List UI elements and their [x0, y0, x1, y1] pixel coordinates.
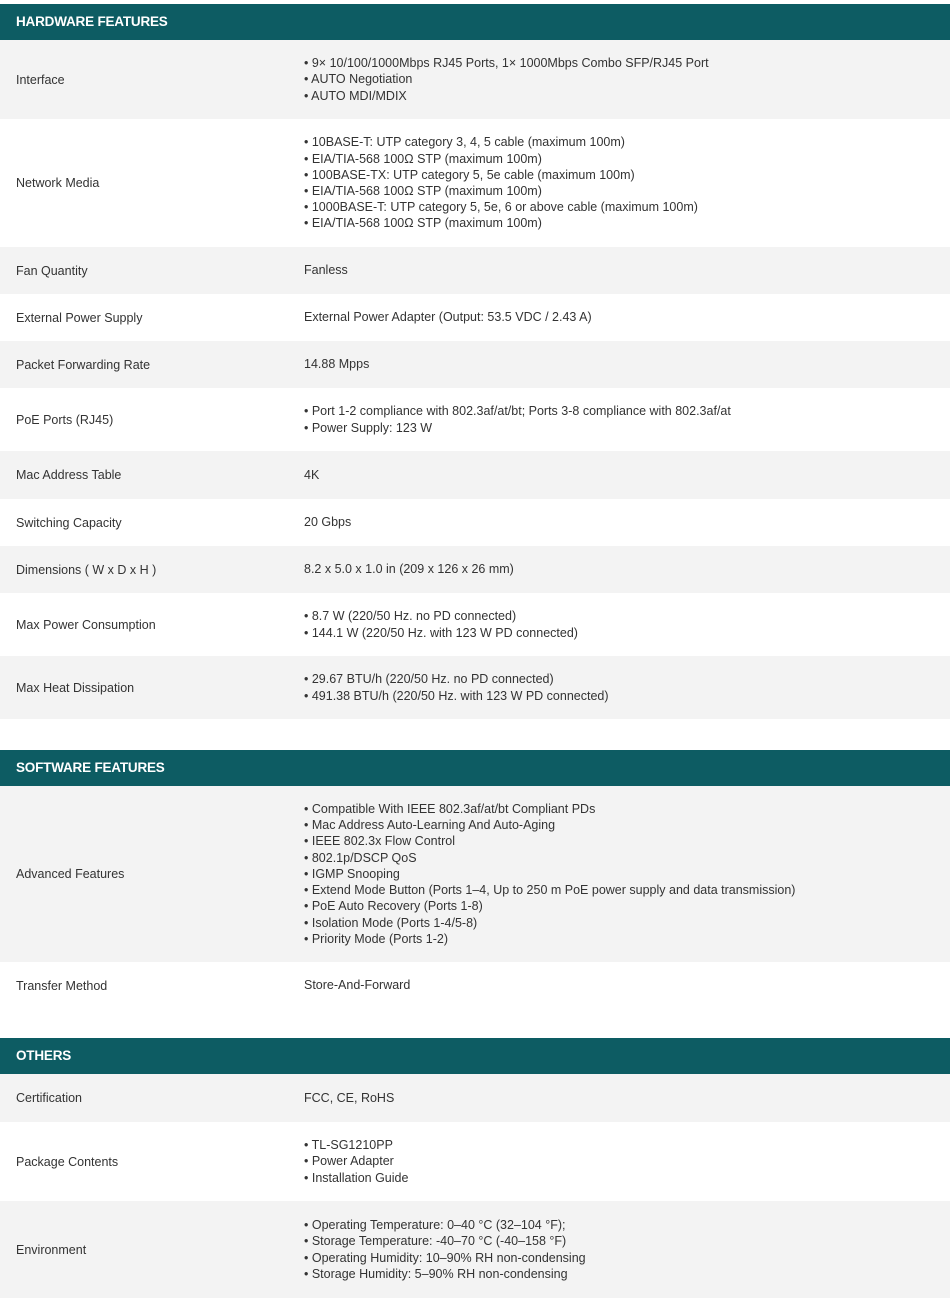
value-line: Store-And-Forward: [304, 978, 411, 993]
value-line: • TL-SG1210PP: [304, 1138, 393, 1153]
value-line: • Port 1-2 compliance with 802.3af/at/bt; Ports 3-8 compliance with 802.3af/at: [304, 404, 731, 419]
value-line: • IGMP Snooping: [304, 866, 400, 881]
spec-label: Network Media: [0, 119, 288, 247]
spec-label: Interface: [0, 40, 288, 119]
value-line: • 1000BASE-T: UTP category 5, 5e, 6 or above cable (maximum 100m): [304, 200, 698, 215]
value-line: • 144.1 W (220/50 Hz. with 123 W PD connected): [304, 625, 578, 640]
spec-row-max-power-consumption: [0, 593, 950, 656]
spec-label: Dimensions ( W x D x H ): [0, 546, 288, 593]
value-line: • Isolation Mode (Ports 1-4/5-8): [304, 915, 478, 930]
spec-row-switching-capacity: [0, 499, 950, 546]
spec-row-environment: [0, 1201, 950, 1298]
spec-value: [288, 962, 950, 1009]
spec-row-packet-forwarding-rate: [0, 341, 950, 388]
value-line: • Priority Mode (Ports 1-2): [304, 931, 448, 946]
spec-label: Certification: [0, 1074, 288, 1122]
spec-value: [288, 499, 950, 546]
value-line: 8.2 x 5.0 x 1.0 in (209 x 126 x 26 mm): [304, 562, 514, 577]
value-line: • EIA/TIA-568 100Ω STP (maximum 100m): [304, 151, 542, 166]
spec-label: Max Power Consumption: [0, 593, 288, 656]
spec-row-external-power-supply: [0, 294, 950, 341]
spec-value: [288, 786, 950, 962]
spec-label: External Power Supply: [0, 294, 288, 341]
spec-value: [288, 119, 950, 247]
value-line: • 29.67 BTU/h (220/50 Hz. no PD connected): [304, 672, 554, 687]
spec-row-advanced-features: [0, 786, 950, 962]
spec-label: Mac Address Table: [0, 451, 288, 499]
spec-label: Advanced Features: [0, 786, 288, 962]
spec-value: [288, 40, 950, 119]
value-line: • Installation Guide: [304, 1170, 409, 1185]
value-line: • Compatible With IEEE 802.3af/at/bt Compliant PDs: [304, 802, 596, 817]
spec-row-certification: [0, 1074, 950, 1122]
spec-value: [288, 294, 950, 341]
value-line: • Operating Humidity: 10–90% RH non-condensing: [304, 1250, 586, 1265]
value-line: • EIA/TIA-568 100Ω STP (maximum 100m): [304, 216, 542, 231]
spec-label: Packet Forwarding Rate: [0, 341, 288, 388]
value-line: • 9× 10/100/1000Mbps RJ45 Ports, 1× 1000Mbps Combo SFP/RJ45 Port: [304, 56, 709, 71]
spec-value: [288, 1122, 950, 1201]
others-section: [0, 1038, 950, 1298]
spec-label: Environment: [0, 1201, 288, 1298]
value-line: • 491.38 BTU/h (220/50 Hz. with 123 W PD connected): [304, 688, 609, 703]
value-line: • 100BASE-TX: UTP category 5, 5e cable (maximum 100m): [304, 167, 635, 182]
spec-value: [288, 593, 950, 656]
value-line: 20 Gbps: [304, 515, 352, 530]
value-line: • IEEE 802.3x Flow Control: [304, 834, 455, 849]
spec-row-dimensions: [0, 546, 950, 593]
hardware-features-section: [0, 4, 950, 719]
spec-value: [288, 546, 950, 593]
spec-label: Switching Capacity: [0, 499, 288, 546]
value-line: • Power Adapter: [304, 1154, 394, 1169]
spec-value: [288, 451, 950, 499]
value-line: • Storage Temperature: -40–70 °C (-40–158 °F): [304, 1234, 567, 1249]
spec-value: [288, 1074, 950, 1122]
spec-value: [288, 247, 950, 294]
section-title: SOFTWARE FEATURES: [0, 750, 950, 786]
value-line: • Storage Humidity: 5–90% RH non-condensing: [304, 1266, 568, 1281]
value-line: FCC, CE, RoHS: [304, 1090, 395, 1105]
value-line: • Mac Address Auto-Learning And Auto-Aging: [304, 818, 556, 833]
spec-row-interface: [0, 40, 950, 119]
value-line: 14.88 Mpps: [304, 357, 370, 372]
value-line: • Power Supply: 123 W: [304, 420, 433, 435]
value-line: Fanless: [304, 263, 348, 278]
spec-row-poe-ports: [0, 388, 950, 451]
value-line: • PoE Auto Recovery (Ports 1-8): [304, 899, 483, 914]
value-line: • 10BASE-T: UTP category 3, 4, 5 cable (maximum 100m): [304, 135, 625, 150]
spec-row-mac-address-table: [0, 451, 950, 499]
value-line: External Power Adapter (Output: 53.5 VDC / 2.43 A): [304, 310, 592, 325]
spec-row-fan-quantity: [0, 247, 950, 294]
spec-label: PoE Ports (RJ45): [0, 388, 288, 451]
spec-row-network-media: [0, 119, 950, 247]
spec-label: Fan Quantity: [0, 247, 288, 294]
spec-label: Package Contents: [0, 1122, 288, 1201]
spec-row-package-contents: [0, 1122, 950, 1201]
spec-value: [288, 656, 950, 719]
spec-row-max-heat-dissipation: [0, 656, 950, 719]
value-line: • 802.1p/DSCP QoS: [304, 850, 417, 865]
section-title: OTHERS: [0, 1038, 950, 1074]
section-title: HARDWARE FEATURES: [0, 4, 950, 40]
spec-value: [288, 388, 950, 451]
value-line: 4K: [304, 467, 320, 482]
spec-value: [288, 1201, 950, 1298]
spec-label: Max Heat Dissipation: [0, 656, 288, 719]
software-features-section: [0, 750, 950, 1009]
spec-label: Transfer Method: [0, 962, 288, 1009]
value-line: • EIA/TIA-568 100Ω STP (maximum 100m): [304, 184, 542, 198]
value-line: • AUTO MDI/MDIX: [304, 88, 407, 103]
value-line: • 8.7 W (220/50 Hz. no PD connected): [304, 609, 517, 624]
value-line: • Extend Mode Button (Ports 1–4, Up to 250 m PoE power supply and data transmission): [304, 883, 796, 898]
spec-value: [288, 341, 950, 388]
value-line: • Operating Temperature: 0–40 °C (32–104 °F);: [304, 1218, 566, 1233]
value-line: • AUTO Negotiation: [304, 72, 413, 87]
spec-row-transfer-method: [0, 962, 950, 1009]
